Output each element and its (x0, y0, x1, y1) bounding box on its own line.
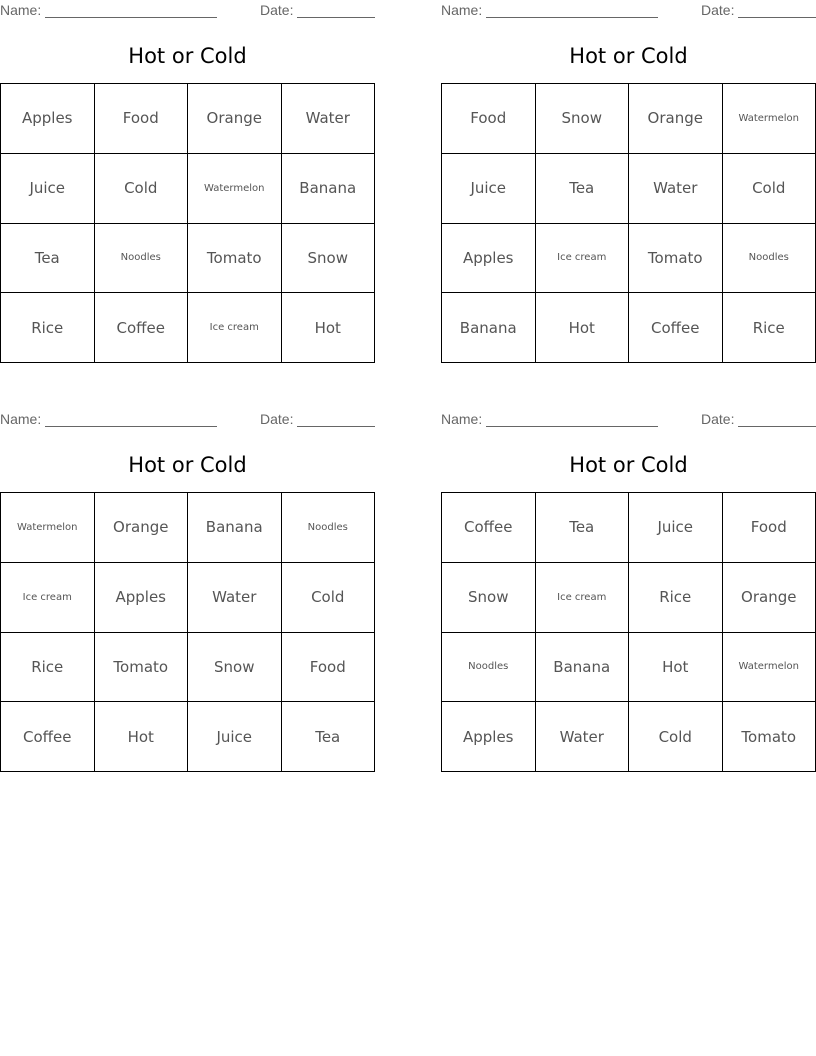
bingo-cell: Banana (282, 154, 376, 224)
name-blank-line (486, 17, 658, 18)
bingo-cell: Ice cream (1, 563, 95, 633)
bingo-cell: Tea (1, 224, 95, 294)
date-label: Date: (260, 2, 294, 18)
bingo-cell: Water (188, 563, 282, 633)
name-blank-line (486, 426, 658, 427)
card-header-fields (0, 411, 375, 429)
bingo-cell: Cold (723, 154, 816, 224)
bingo-cell: Noodles (723, 224, 816, 294)
bingo-cell: Apples (442, 224, 536, 294)
name-label: Name: (441, 2, 483, 18)
bingo-cell: Cold (95, 154, 189, 224)
bingo-cell: Apples (95, 563, 189, 633)
name-blank-line (45, 426, 217, 427)
bingo-cell: Juice (188, 702, 282, 772)
bingo-cell: Snow (442, 563, 536, 633)
card-title: Hot or Cold (569, 453, 688, 477)
bingo-cell: Orange (723, 563, 816, 633)
bingo-grid (441, 492, 816, 772)
bingo-cell: Hot (536, 293, 630, 363)
bingo-cell: Hot (282, 293, 376, 363)
card-header-fields (441, 2, 816, 20)
bingo-cell: Food (442, 84, 536, 154)
bingo-cell: Watermelon (1, 493, 95, 563)
card-title: Hot or Cold (128, 453, 247, 477)
bingo-cell: Watermelon (723, 84, 816, 154)
bingo-cell: Juice (1, 154, 95, 224)
bingo-cell: Tea (282, 702, 376, 772)
bingo-cell: Water (282, 84, 376, 154)
bingo-cell: Water (629, 154, 723, 224)
bingo-card-2 (441, 0, 816, 365)
bingo-cell: Food (723, 493, 816, 563)
bingo-cell: Rice (1, 293, 95, 363)
bingo-cell: Rice (629, 563, 723, 633)
bingo-cell: Food (95, 84, 189, 154)
bingo-cell: Coffee (95, 293, 189, 363)
bingo-cell: Hot (629, 633, 723, 703)
bingo-cell: Snow (282, 224, 376, 294)
bingo-cell: Rice (723, 293, 816, 363)
name-label: Name: (0, 2, 42, 18)
bingo-grid (441, 83, 816, 363)
card-title: Hot or Cold (128, 44, 247, 68)
bingo-cell: Cold (282, 563, 376, 633)
bingo-card-3 (0, 409, 375, 774)
bingo-cell: Apples (1, 84, 95, 154)
bingo-cell: Coffee (1, 702, 95, 772)
bingo-cell: Noodles (95, 224, 189, 294)
bingo-cell: Juice (629, 493, 723, 563)
bingo-cell: Banana (536, 633, 630, 703)
bingo-cell: Ice cream (188, 293, 282, 363)
bingo-cell: Hot (95, 702, 189, 772)
bingo-cell: Apples (442, 702, 536, 772)
date-blank-line (738, 17, 816, 18)
bingo-cell: Tomato (95, 633, 189, 703)
bingo-cell: Watermelon (188, 154, 282, 224)
name-label: Name: (0, 411, 42, 427)
bingo-cell: Snow (188, 633, 282, 703)
bingo-cell: Coffee (442, 493, 536, 563)
name-label: Name: (441, 411, 483, 427)
bingo-cell: Cold (629, 702, 723, 772)
bingo-cell: Noodles (442, 633, 536, 703)
card-header-fields (0, 2, 375, 20)
date-blank-line (297, 426, 375, 427)
bingo-cell: Orange (629, 84, 723, 154)
card-header-fields (441, 411, 816, 429)
bingo-cell: Juice (442, 154, 536, 224)
bingo-cell: Ice cream (536, 224, 630, 294)
bingo-cell: Tomato (188, 224, 282, 294)
bingo-cell: Rice (1, 633, 95, 703)
bingo-cell: Snow (536, 84, 630, 154)
date-blank-line (297, 17, 375, 18)
date-label: Date: (701, 2, 735, 18)
bingo-grid (0, 492, 375, 772)
date-label: Date: (260, 411, 294, 427)
bingo-cell: Tomato (629, 224, 723, 294)
bingo-grid (0, 83, 375, 363)
bingo-cell: Coffee (629, 293, 723, 363)
date-label: Date: (701, 411, 735, 427)
bingo-cell: Watermelon (723, 633, 816, 703)
bingo-cell: Banana (442, 293, 536, 363)
name-blank-line (45, 17, 217, 18)
bingo-cell: Tomato (723, 702, 816, 772)
bingo-cell: Tea (536, 154, 630, 224)
bingo-cell: Orange (188, 84, 282, 154)
bingo-cell: Banana (188, 493, 282, 563)
bingo-cell: Food (282, 633, 376, 703)
bingo-card-4 (441, 409, 816, 774)
bingo-card-1 (0, 0, 375, 365)
bingo-cell: Water (536, 702, 630, 772)
bingo-cell: Ice cream (536, 563, 630, 633)
bingo-cell: Orange (95, 493, 189, 563)
date-blank-line (738, 426, 816, 427)
card-title: Hot or Cold (569, 44, 688, 68)
bingo-cell: Noodles (282, 493, 376, 563)
bingo-cell: Tea (536, 493, 630, 563)
